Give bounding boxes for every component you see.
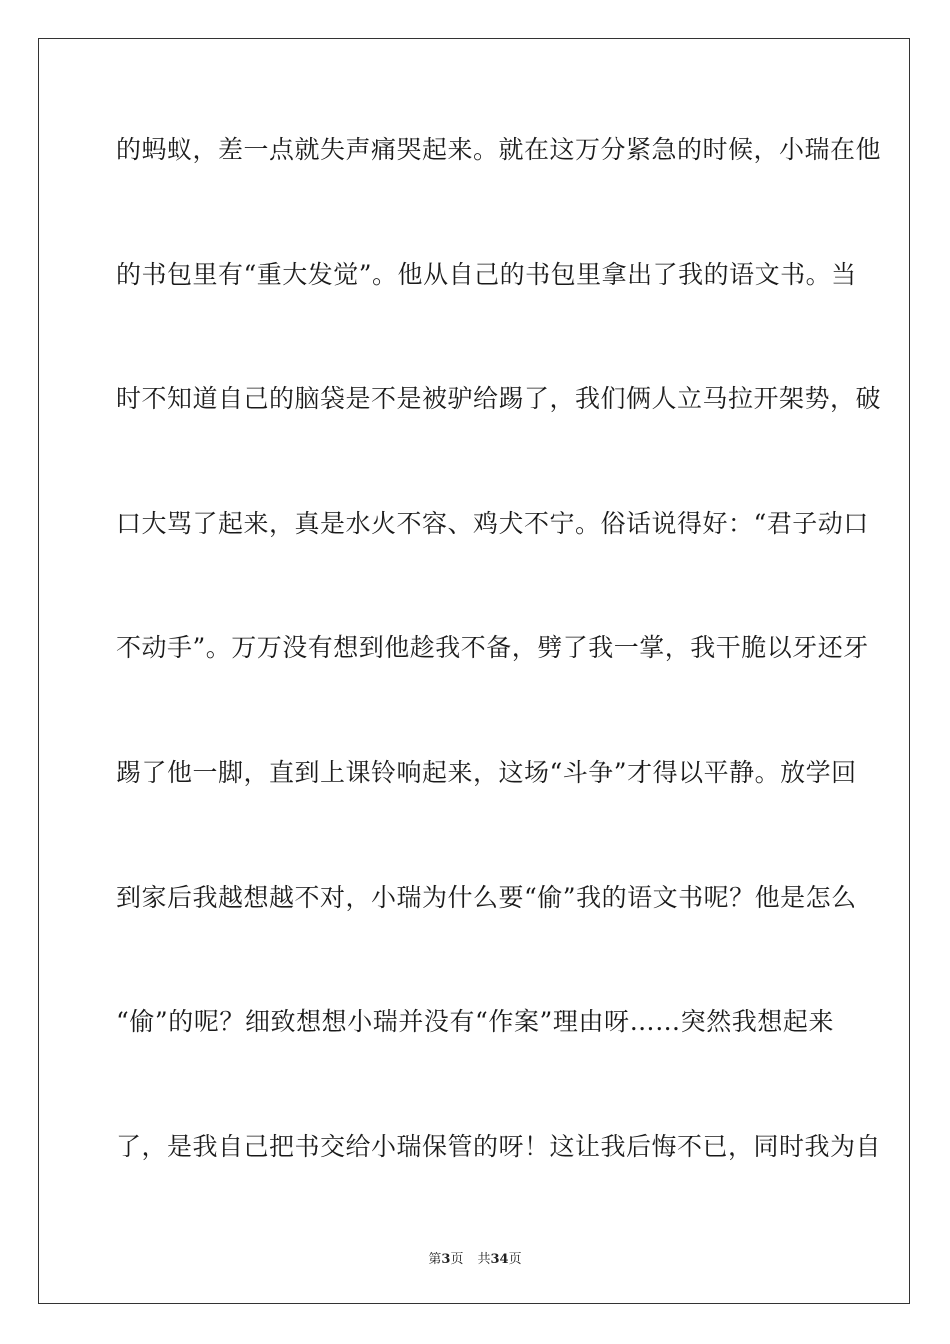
text-line-2: 的书包里有“重大发觉”。他从自己的书包里拿出了我的语文书。当	[116, 259, 857, 289]
text-line-1: 的蚂蚁，差一点就失声痛哭起来。就在这万分紧急的时候，小瑞在他	[116, 135, 882, 164]
text-line-7: 到家后我越想越不对，小瑞为什么要“偷”我的语文书呢？他是怎么	[116, 882, 857, 912]
page-footer	[0, 1248, 950, 1267]
text-line-4: 口大骂了起来，真是水火不容、鸡犬不宁。俗话说得好：“君子动口	[116, 508, 869, 538]
text-line-6: 踢了他一脚，直到上课铃响起来，这场“斗争”才得以平静。放学回	[116, 757, 857, 787]
text-line-3: 时不知道自己的脑袋是不是被驴给踢了，我们俩人立马拉开架势，破	[116, 384, 882, 414]
page-total: 共34页	[477, 1252, 522, 1267]
text-line-5: 不动手”。万万没有想到他趁我不备，劈了我一掌，我干脆以牙还牙	[116, 633, 869, 663]
text-line-8: “偷”的呢？细致想想小瑞并没有“作案”理由呀……突然我想起来	[116, 1007, 834, 1037]
text-line-9: 了，是我自己把书交给小瑞保管的呀！这让我后悔不已，同时我为自	[116, 1131, 882, 1161]
page-number: 第3页	[428, 1252, 464, 1267]
body-text	[116, 120, 882, 1241]
